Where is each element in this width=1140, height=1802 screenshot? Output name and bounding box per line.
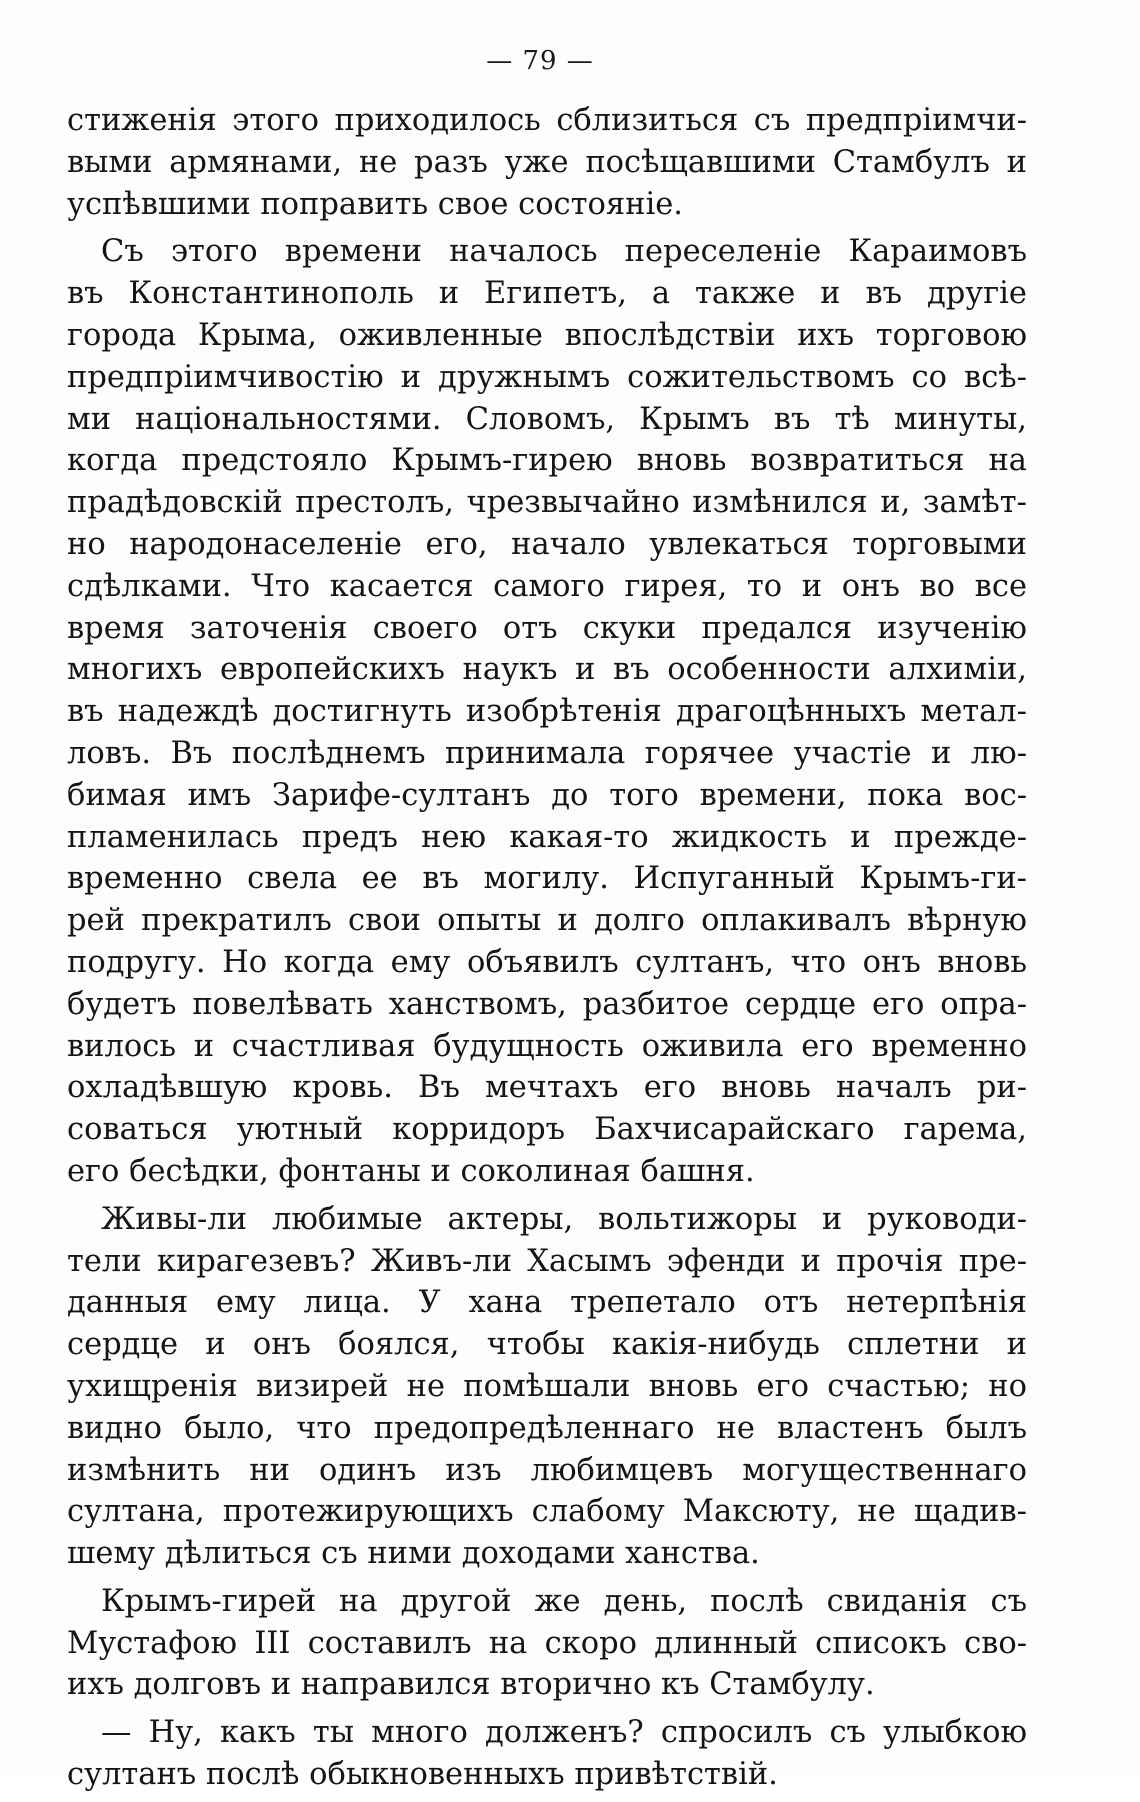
text-line: бимая имъ Зарифе-султанъ до того времени, пока вос- [67,777,1027,813]
text-line: видно было, что предопредѣленнаго не властенъ былъ [67,1410,1027,1446]
text-line: временно свела ее въ могилу. Испуганный Крымъ-ги- [67,861,1027,897]
text-line: ихъ долговъ и направился вторично къ Стамбулу. [67,1667,875,1703]
text-line: Мустафою III составилъ на скоро длинный списокъ сво- [67,1625,1027,1661]
text-line: будетъ повелѣвать ханствомъ, разбитое сердце его опра- [67,986,1027,1022]
text-line: Живы-ли любимые актеры, вольтижоры и руководи- [101,1201,1027,1237]
text-line: многихъ европейскихъ наукъ и въ особенности алхиміи, [67,652,1027,688]
text-line: подругу. Но когда ему объявилъ султанъ, что онъ вновь [67,944,1027,980]
paragraph [67,1581,1027,1706]
text-line: стиженія этого приходилось сблизиться съ предпріимчи- [67,103,1027,138]
paragraph [67,1712,1027,1796]
text-line: его бесѣдки, фонтаны и соколиная башня. [67,1153,755,1189]
paragraph [67,1199,1027,1575]
text-line: охладѣвшую кровь. Въ мечтахъ его вновь началъ ри- [67,1070,1027,1106]
text-line: въ надеждѣ достигнуть изобрѣтенія драгоцѣнныхъ метал- [67,694,1027,730]
text-line: прадѣдовскій престолъ, чрезвычайно измѣнился и, замѣт- [67,485,1027,521]
text-line: Съ этого времени началось переселеніе Караимовъ [101,234,1027,270]
body-text [67,100,1027,1802]
text-line: сердце и онъ боялся, чтобы какія-нибудь сплетни и [67,1327,1027,1363]
text-line: выми армянами, не разъ уже посѣщавшими Стамбулъ и [67,144,1027,180]
text-line: рей прекратилъ свои опыты и долго оплакивалъ вѣрную [67,903,1027,939]
text-line: въ Константинополь и Египетъ, а также и въ другіе [67,276,1027,312]
text-line: но народонаселеніе его, начало увлекаться торговыми [67,526,1027,562]
text-line: пламенилась предъ нею какая-то жидкость и прежде- [67,819,1027,855]
text-line: когда предстояло Крымъ-гирею вновь возвратиться на [67,443,1027,479]
page-number: — 79 — [486,46,594,76]
text-line: — Ну, какъ ты много долженъ? спросилъ съ улыбкою [101,1715,1027,1751]
text-line: данныя ему лица. У хана трепетало отъ нетерпѣнія [67,1285,1027,1321]
text-line: шему дѣлиться съ ними доходами ханства. [67,1536,760,1572]
text-line: соваться уютный корридоръ Бахчисарайскаго гарема, [67,1112,1027,1148]
text-line: вилось и счастливая будущность оживила его временно [67,1028,1027,1064]
text-line: султанъ послѣ обыкновенныхъ привѣтствій. [67,1757,778,1793]
text-line: тели кирагезевъ? Живъ-ли Хасымъ эфенди и прочія пре- [67,1243,1027,1279]
text-line: султана, протежирующихъ слабому Максюту, не щадив- [67,1494,1027,1530]
paragraph [67,100,1027,225]
text-line: ми національностями. Словомъ, Крымъ въ тѣ минуты, [67,401,1027,437]
text-line: успѣвшими поправить свое состояніе. [67,186,683,222]
text-line: Крымъ-гирей на другой же день, послѣ свиданія съ [101,1583,1027,1619]
text-line: измѣнить ни одинъ изъ любимцевъ могущественнаго [67,1452,1027,1488]
paragraph [67,231,1027,1192]
text-line: предпріимчивостію и дружнымъ сожительствомъ со всѣ- [67,359,1027,395]
text-line: сдѣлками. Что касается самого гирея, то и онъ во все [67,568,1027,604]
text-line: ловъ. Въ послѣднемъ принимала горячее участіе и лю- [67,735,1027,771]
text-line: города Крыма, оживленные впослѣдствіи ихъ торговою [67,317,1027,353]
text-line: время заточенія своего отъ скуки предался изученію [67,610,1027,646]
text-line: ухищренія визирей не помѣшали вновь его счастью; но [67,1368,1027,1404]
